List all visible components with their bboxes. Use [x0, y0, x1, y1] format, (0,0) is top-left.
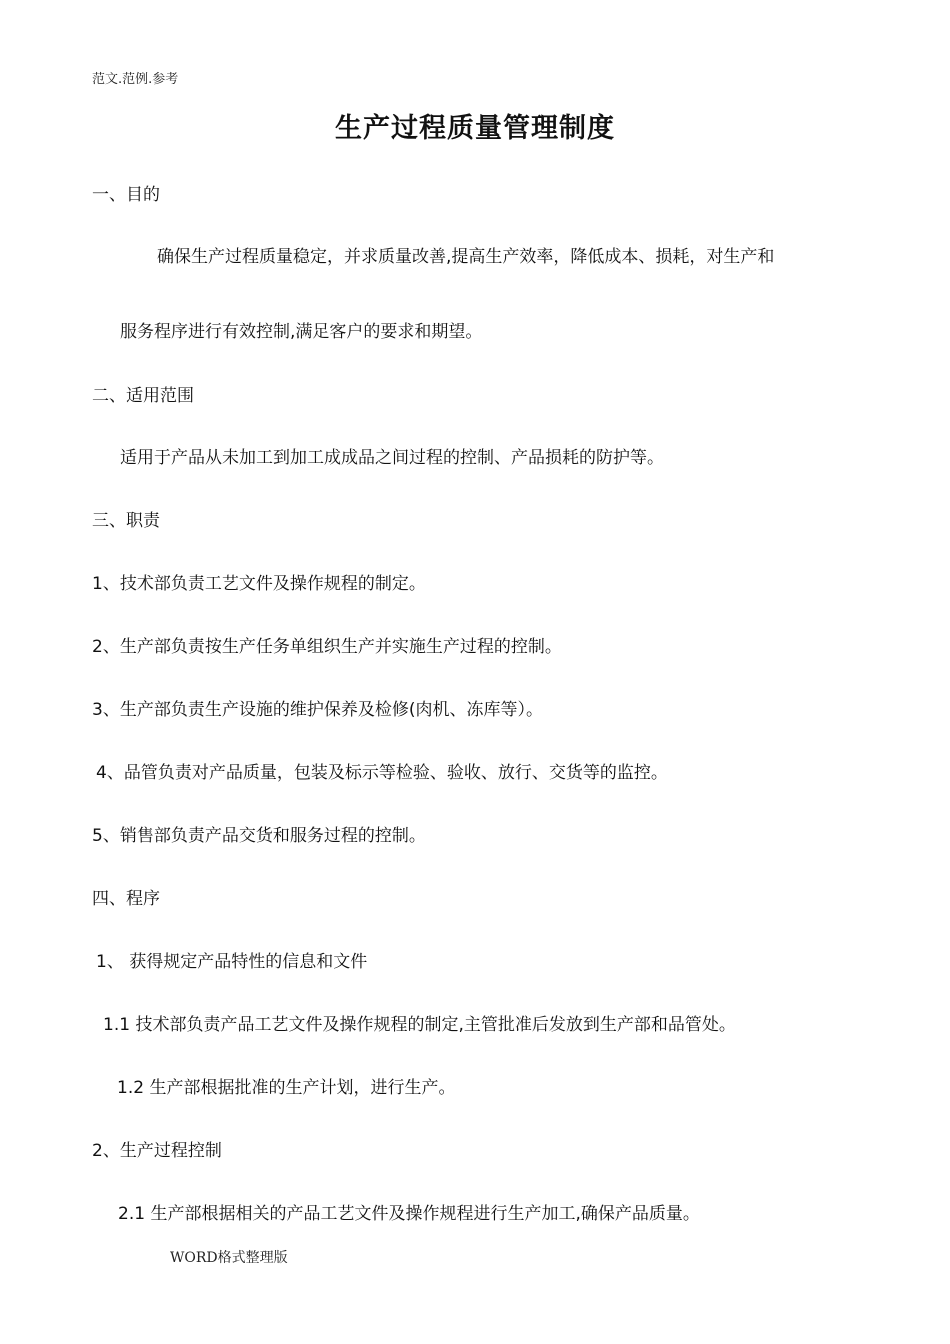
procedure-item-1-2: 1.2 生产部根据批准的生产计划，进行生产。	[117, 1078, 456, 1098]
purpose-paragraph-line-2: 服务程序进行有效控制,满足客户的要求和期望。	[120, 322, 483, 342]
section-heading-procedure: 四、程序	[92, 889, 160, 909]
procedure-item-2-1: 2.1 生产部根据相关的产品工艺文件及操作规程进行生产加工,确保产品质量。	[118, 1204, 700, 1224]
section-heading-scope: 二、适用范围	[92, 386, 194, 406]
responsibility-item-4: 4、品管负责对产品质量，包装及标示等检验、验收、放行、交货等的监控。	[96, 763, 668, 783]
responsibility-item-1: 1、技术部负责工艺文件及操作规程的制定。	[92, 574, 426, 594]
section-heading-responsibilities: 三、职责	[92, 511, 160, 531]
procedure-item-1-1: 1.1 技术部负责产品工艺文件及操作规程的制定,主管批准后发放到生产部和品管处。	[103, 1015, 736, 1035]
responsibility-item-3: 3、生产部负责生产设施的维护保养及检修(肉机、冻库等）。	[92, 700, 543, 720]
responsibility-item-5: 5、销售部负责产品交货和服务过程的控制。	[92, 826, 426, 846]
document-title: 生产过程质量管理制度	[335, 113, 615, 144]
responsibility-item-2: 2、生产部负责按生产任务单组织生产并实施生产过程的控制。	[92, 637, 562, 657]
header-note: 范文.范例.参考	[92, 72, 179, 87]
procedure-item-1: 1、 获得规定产品特性的信息和文件	[96, 952, 368, 972]
footer-note: WORD格式整理版	[170, 1250, 288, 1266]
procedure-item-2: 2、生产过程控制	[92, 1141, 222, 1161]
scope-paragraph: 适用于产品从未加工到加工成成品之间过程的控制、产品损耗的防护等。	[120, 448, 664, 468]
section-heading-purpose: 一、目的	[92, 185, 160, 205]
purpose-paragraph-line-1: 确保生产过程质量稳定，并求质量改善,提高生产效率，降低成本、损耗，对生产和	[157, 247, 775, 267]
